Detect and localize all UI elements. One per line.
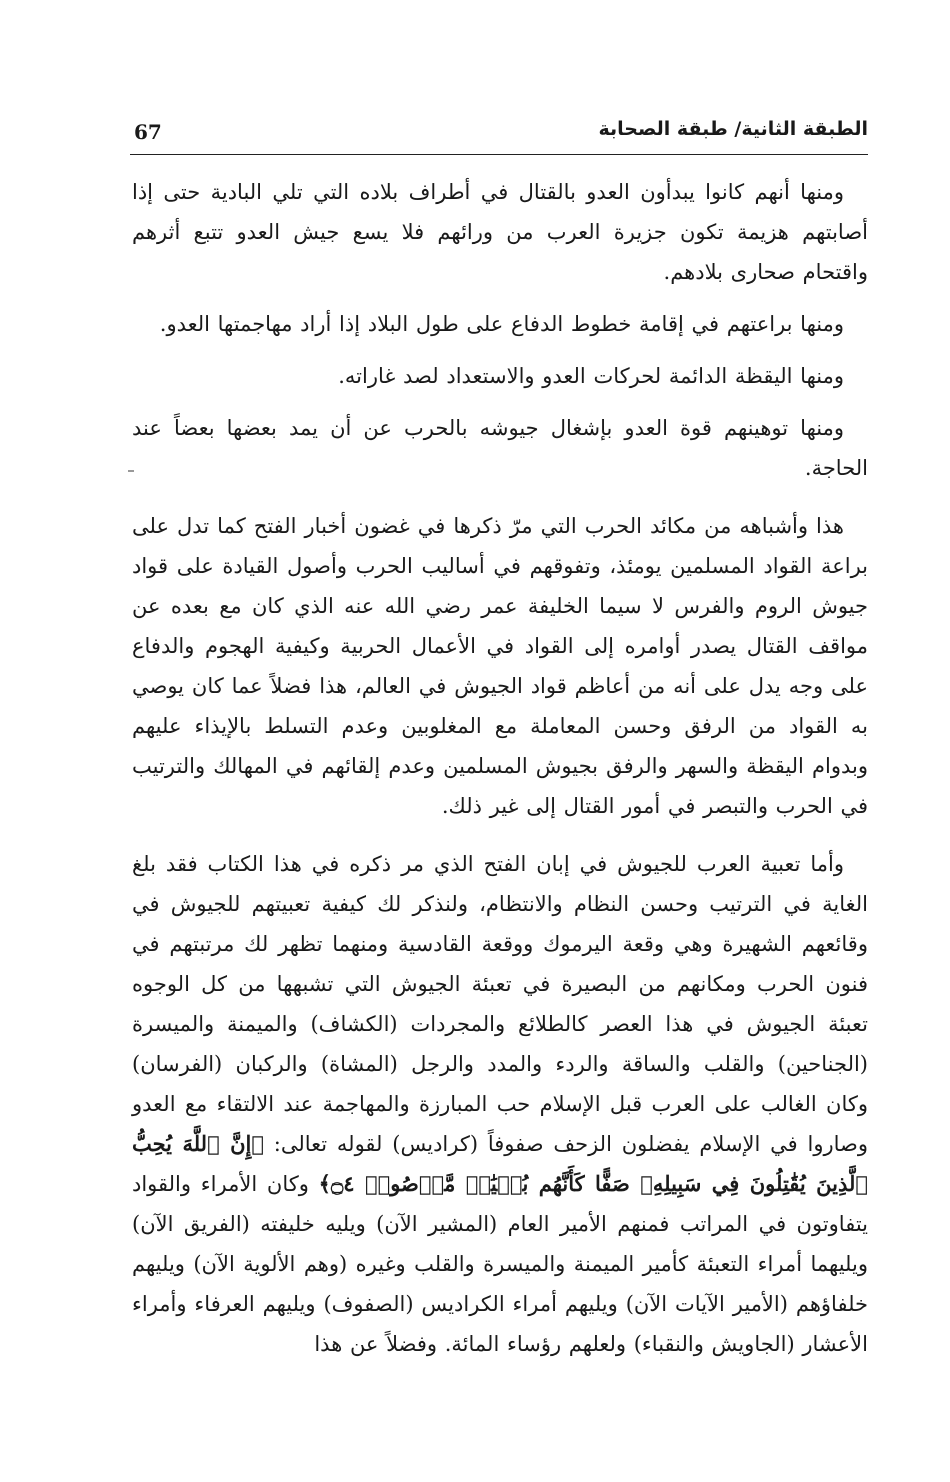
paragraph-army-formation bbox=[132, 844, 868, 1364]
paragraph-raids-at-borders: ومنها أنهم كانوا يبدأون العدو بالقتال في أطراف بلاده التي تلي البادية حتى إذا أصابتهم هزيمة تكون جزيرة العرب من ورائهم فلا يسع جيش العدو تتبع أثرهم واقتحام صحارى بلادهم. bbox=[132, 180, 868, 284]
paragraph-war-tactics: هذا وأشباهه من مكائد الحرب التي مرّ ذكرها في غضون أخبار الفتح كما تدل على براعة القواد المسلمين يومئذ، وتفوقهم في أساليب الحرب وأصول القيادة على قواد جيوش الروم والفرس لا سيما الخليفة عمر رضي الله عنه الذي كان مع بعده عن مواقف القتال يصدر أوامره إلى القواد في الأعمال الحربية وكيفية الهجوم والدفاع على وجه يدل على أنه من أعاظم قواد الجيوش في العالم، هذا فضلاً عما كان يوصي به القواد من الرفق وحسن المعاملة مع المغلوبين وعدم التسلط بالإيذاء عليهم وبدوام اليقظة والسهر والرفق بجيوش المسلمين وعدم إلقائهم في المهالك والترتيب في الحرب والتبصر في أمور القتال إلى غير ذلك. bbox=[132, 514, 868, 818]
formation-text-before-quote: وأما تعبية العرب للجيوش في إبان الفتح الذي مر ذكره في هذا الكتاب فقد بلغ الغاية في الترتيب وحسن النظام والانتظام، ولنذكر لك كيفية تعبيتهم للجيوش في وقائعهم الشهيرة وهي وقعة اليرموك ووقعة القادسية ومنهما تظهر لك مرتبتهم في فنون الحرب ومكانهم من البصيرة في تعبئة الجيوش التي تشبهها من كل الوجوه تعبئة الجيوش في هذا العصر كالطلائع والمجردات (الكشاف) والميمنة والميسرة (الجناحين) والقلب والساقة والردء والمدد والرجل (المشاة) والركبان (الفرسان) وكان الغالب على العرب قبل الإسلام حب المبارزة والمهاجمة عند الالتقاء مع العدو وصاروا في الإسلام يفضلون الزحف صفوفاً (كراديس) لقوله تعالى: bbox=[132, 852, 868, 1156]
running-title: الطبقة الثانية/ طبقة الصحابة bbox=[598, 118, 868, 140]
body-text bbox=[132, 172, 868, 1376]
paragraph-defense-lines: ومنها براعتهم في إقامة خطوط الدفاع على طول البلاد إذا أراد مهاجمتها العدو. bbox=[159, 312, 844, 336]
quran-verse: ﴿إِنَّ ٱللَّهَ يُحِبُّ ٱلَّذِينَ يُقَٰتِلُونَ فِي سَبِيلِهِۦ صَفًّا كَأَنَّهُم بُنۡيَٰنٞ مَّرۡصُوصٞ ۝٤﴾ bbox=[132, 1131, 869, 1196]
scan-mark bbox=[128, 470, 134, 472]
paragraph-weakening-enemy: ومنها توهينهم قوة العدو بإشغال جيوشه بالحرب عن أن يمد بعضها بعضاً عند الحاجة. bbox=[132, 416, 868, 480]
page-number: 67 bbox=[134, 120, 162, 144]
formation-text-after-quote: وكان الأمراء والقواد يتفاوتون في المراتب فمنهم الأمير العام (المشير الآن) ويليه خليفته (الفريق الآن) ويليهما أمراء التعبئة كأمير الميمنة والميسرة والقلب وغيره (وهم الألوية الآن) ويليهم خلفاؤهم (الأمير الآيات الآن) ويليهم أمراء الكراديس (الصفوف) ويليهم العرفاء وأمراء الأعشار (الجاويش والنقباء) ولعلهم رؤساء المائة. وفضلاً عن هذا bbox=[132, 1172, 868, 1356]
page-header bbox=[130, 112, 868, 155]
paragraph-vigilance: ومنها اليقظة الدائمة لحركات العدو والاستعداد لصد غاراته. bbox=[338, 364, 844, 388]
